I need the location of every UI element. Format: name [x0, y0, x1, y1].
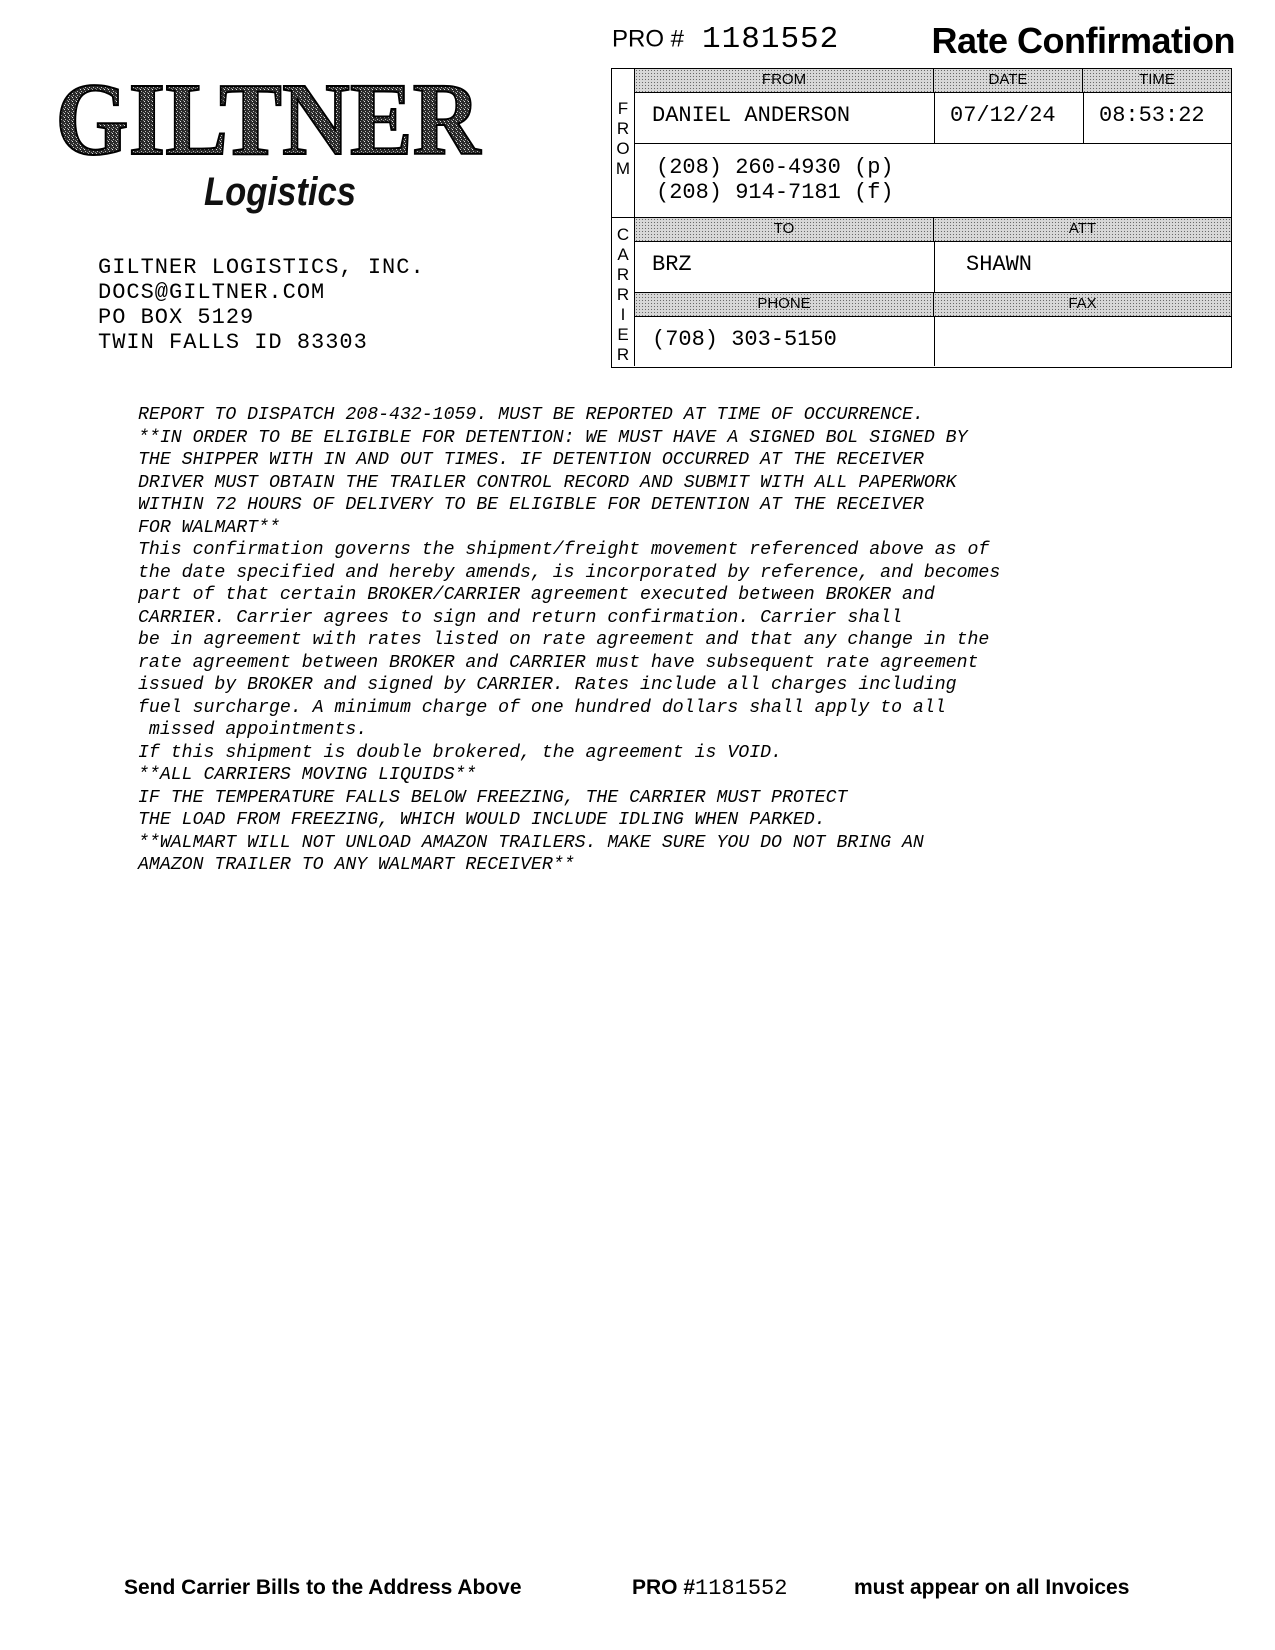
time-header: TIME [1083, 69, 1231, 93]
company-address-line2: TWIN FALLS ID 83303 [98, 330, 368, 355]
terms-line: FOR WALMART** [138, 517, 280, 538]
footer-must-appear: must appear on all Invoices [854, 1576, 1130, 1599]
info-grid [611, 68, 1232, 368]
terms-line: WITHIN 72 HOURS OF DELIVERY TO BE ELIGIBLE FOR DETENTION AT THE RECEIVER [138, 495, 924, 515]
footer-pro-label: PRO # [632, 1576, 696, 1599]
from-header: FROM [635, 69, 934, 93]
terms-line: **WALMART WILL NOT UNLOAD AMAZON TRAILERS. MAKE SURE YOU DO NOT BRING AN [138, 832, 924, 853]
fax-header: FAX [934, 293, 1231, 317]
date-header: DATE [934, 69, 1083, 93]
terms-line: THE SHIPPER WITH IN AND OUT TIMES. IF DETENTION OCCURRED AT THE RECEIVER [138, 450, 924, 470]
terms-line: the date specified and hereby amends, is incorporated by reference, and becomes [138, 562, 1001, 583]
carrier-to: BRZ [652, 252, 692, 277]
terms-line: part of that certain BROKER/CARRIER agreement executed between BROKER and [138, 585, 935, 605]
logo-subtext: Logistics [204, 170, 356, 214]
footer-send-bills: Send Carrier Bills to the Address Above [124, 1576, 522, 1599]
from-side-label: F R O M [615, 99, 631, 178]
phone-header: PHONE [635, 293, 934, 317]
from-fax: (208) 914-7181 (f) [656, 180, 894, 205]
carrier-att: SHAWN [966, 252, 1033, 277]
company-address-line1: PO BOX 5129 [98, 305, 255, 330]
footer-pro [632, 1576, 787, 1606]
company-name: GILTNER LOGISTICS, INC. [98, 255, 425, 280]
terms-line: THE LOAD FROM FREEZING, WHICH WOULD INCLUDE IDLING WHEN PARKED. [138, 810, 826, 830]
pro-label: PRO # [612, 25, 685, 53]
terms-line: DRIVER MUST OBTAIN THE TRAILER CONTROL RECORD AND SUBMIT WITH ALL PAPERWORK [138, 472, 957, 493]
terms-line: If this shipment is double brokered, the agreement is VOID. [138, 742, 782, 763]
carrier-phone: (708) 303-5150 [652, 327, 837, 352]
logo-wordmark: GILTNER [55, 62, 483, 177]
terms-line: fuel surcharge. A minimum charge of one hundred dollars shall apply to all [138, 697, 946, 718]
terms-line: **IN ORDER TO BE ELIGIBLE FOR DETENTION: WE MUST HAVE A SIGNED BOL SIGNED BY [138, 427, 968, 448]
company-address [98, 255, 425, 355]
terms-line: **ALL CARRIERS MOVING LIQUIDS** [138, 765, 477, 785]
from-date: 07/12/24 [950, 103, 1056, 128]
pro-number: 1181552 [702, 22, 840, 57]
from-name: DANIEL ANDERSON [652, 103, 851, 128]
pro-number-header [612, 22, 839, 62]
terms-text [138, 404, 1158, 877]
terms-line: IF THE TEMPERATURE FALLS BELOW FREEZING, THE CARRIER MUST PROTECT [138, 787, 848, 808]
carrier-side-label: C A R R I E R [616, 225, 630, 364]
from-phone: (208) 260-4930 (p) [656, 155, 894, 180]
from-time: 08:53:22 [1099, 103, 1205, 128]
terms-line: This confirmation governs the shipment/freight movement referenced above as of [138, 540, 990, 560]
footer-pro-number: 1181552 [695, 1576, 788, 1601]
terms-line: REPORT TO DISPATCH 208-432-1059. MUST BE REPORTED AT TIME OF OCCURRENCE. [138, 405, 924, 425]
to-header: TO [635, 218, 934, 242]
att-header: ATT [934, 218, 1231, 242]
terms-line: issued by BROKER and signed by CARRIER. Rates include all charges including [138, 675, 957, 695]
terms-line: AMAZON TRAILER TO ANY WALMART RECEIVER** [138, 855, 575, 875]
terms-line: rate agreement between BROKER and CARRIER must have subsequent rate agreement [138, 652, 979, 673]
giltner-logo [48, 62, 488, 222]
terms-line: missed appointments. [138, 720, 368, 740]
page-title: Rate Confirmation [931, 20, 1235, 61]
company-email: DOCS@GILTNER.COM [98, 280, 326, 305]
terms-line: be in agreement with rates listed on rate agreement and that any change in the [138, 630, 990, 650]
terms-line: CARRIER. Carrier agrees to sign and return confirmation. Carrier shall [138, 607, 902, 628]
